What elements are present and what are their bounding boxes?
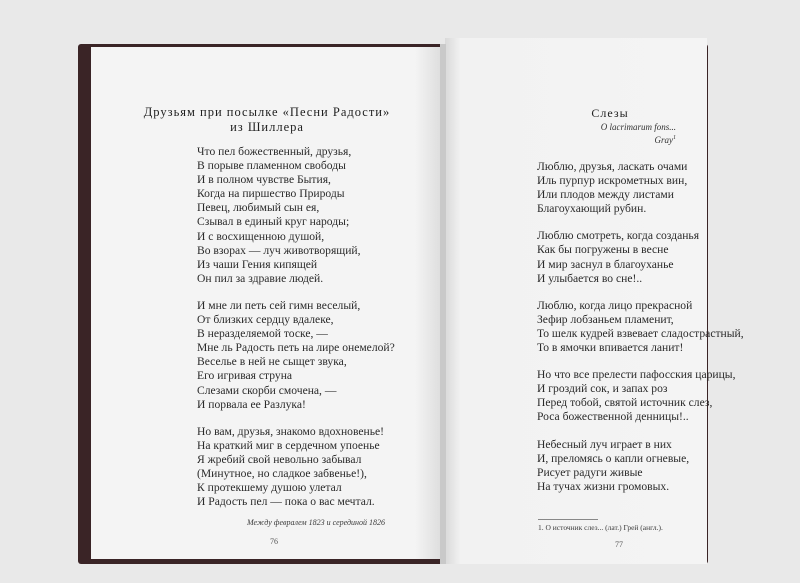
poem-line: Из чаши Гения кипящей <box>197 257 318 271</box>
poem-line: Рисует радуги живые <box>537 465 643 479</box>
poem-line: Но что все прелести пафосския царицы, <box>537 368 736 382</box>
page-number-left: 76 <box>270 537 278 546</box>
poem-line: То шелк кудрей взвевает сладострастный, <box>537 326 744 340</box>
poem-line: На краткий миг в сердечном упоенье <box>197 438 380 452</box>
poem-line: Небесный луч играет в них <box>537 437 672 451</box>
poem-line: От близких сердцу вдалеке, <box>197 313 334 327</box>
poem-line: Он пил за здравие людей. <box>197 271 324 285</box>
poem-line: Что пел божественный, друзья, <box>197 145 352 158</box>
stanza <box>197 299 395 412</box>
poem-line: На тучах жизни громовых. <box>537 479 670 493</box>
left-title-line1: Друзьям при посылке «Песни Радости» <box>143 105 391 119</box>
stanza <box>537 160 744 216</box>
poem-line: Люблю, друзья, ласкать очами <box>537 160 688 173</box>
poem-line: Когда на пиршество Природы <box>197 187 345 201</box>
right-poem <box>537 160 744 494</box>
poem-line: И порвала ее Разлука! <box>197 397 306 411</box>
poem-line: Сзывал в единый круг народы; <box>197 215 350 229</box>
poem-line: В порыве пламенном свободы <box>197 159 346 173</box>
poem-line: Его игривая струна <box>197 369 293 383</box>
poem-line: И, преломясь о капли огневые, <box>537 451 690 465</box>
poem-line: И Радость пел — пока о вас мечтал. <box>197 495 375 509</box>
stanza <box>537 368 744 424</box>
poem-line: Люблю, когда лицо прекрасной <box>537 298 693 312</box>
poem-line: И улыбается во сне!.. <box>537 271 643 285</box>
poem-line: Или плодов между листами <box>537 188 674 202</box>
poem-line: Слезами скорби смочена, — <box>197 383 337 397</box>
poem-line: Как бы погружены в весне <box>537 243 669 257</box>
footnote-divider <box>538 519 598 520</box>
poem-line: Люблю смотреть, когда созданья <box>537 229 700 243</box>
poem-line: Зефир лобзаньем пламенит, <box>537 312 674 326</box>
poem-line: И гроздий сок, и запах роз <box>537 382 668 396</box>
epigraph-line1: O lacrimarum fons... <box>600 122 676 132</box>
page-number-right: 77 <box>615 540 623 549</box>
footnote: 1. О источник слез... (лат.) Грей (англ.). <box>538 523 663 532</box>
poem-line: Веселье в ней не сыщет звука, <box>197 355 347 369</box>
poem-line: Перед тобой, святой источник слез, <box>537 396 713 410</box>
poem-line: Благоухающий рубин. <box>537 202 647 216</box>
poem-line: В неразделяемой тоске, — <box>197 327 328 341</box>
poem-line: Иль пурпур искрометных вин, <box>537 174 688 188</box>
footnote-marker: 1 <box>673 135 676 141</box>
stanza <box>537 229 744 285</box>
stanza <box>537 299 744 355</box>
epigraph-author-name: Gray <box>654 135 673 145</box>
poem-line: И с восхищенною душой, <box>197 229 325 243</box>
poem-line: Я жребий свой невольно забывал <box>197 452 362 466</box>
left-poem <box>197 145 395 509</box>
poem-line: И мне ли петь сей гимн веселый, <box>197 298 361 312</box>
poem-line: И в полном чувстве Бытия, <box>197 173 331 187</box>
poem-line: (Минутное, но сладкое забвенье!), <box>197 466 367 480</box>
poem-line: Мне ль Радость петь на лире онемелой? <box>197 341 395 355</box>
date-note: Между февралем 1823 и серединой 1826 <box>246 518 385 527</box>
poem-line: Певец, любимый сын ея, <box>197 201 320 215</box>
poem-line: Но вам, друзья, знакомо вдохновенье! <box>197 424 385 438</box>
left-title-line2: из Шиллера <box>230 120 304 134</box>
epigraph-author <box>655 135 677 145</box>
poem-line: То в ямочки впивается ланит! <box>537 341 684 355</box>
stanza <box>197 145 395 286</box>
stanza <box>197 425 395 510</box>
poem-line: И мир заснул в благоуханье <box>537 257 674 271</box>
poem-line: К протекшему душою улетал <box>197 481 342 495</box>
stanza <box>537 438 744 494</box>
poem-line: Роса божественной денницы!.. <box>537 410 689 424</box>
poem-line: Во взорах — луч животворящий, <box>197 243 361 257</box>
right-title: Слезы <box>591 106 629 120</box>
